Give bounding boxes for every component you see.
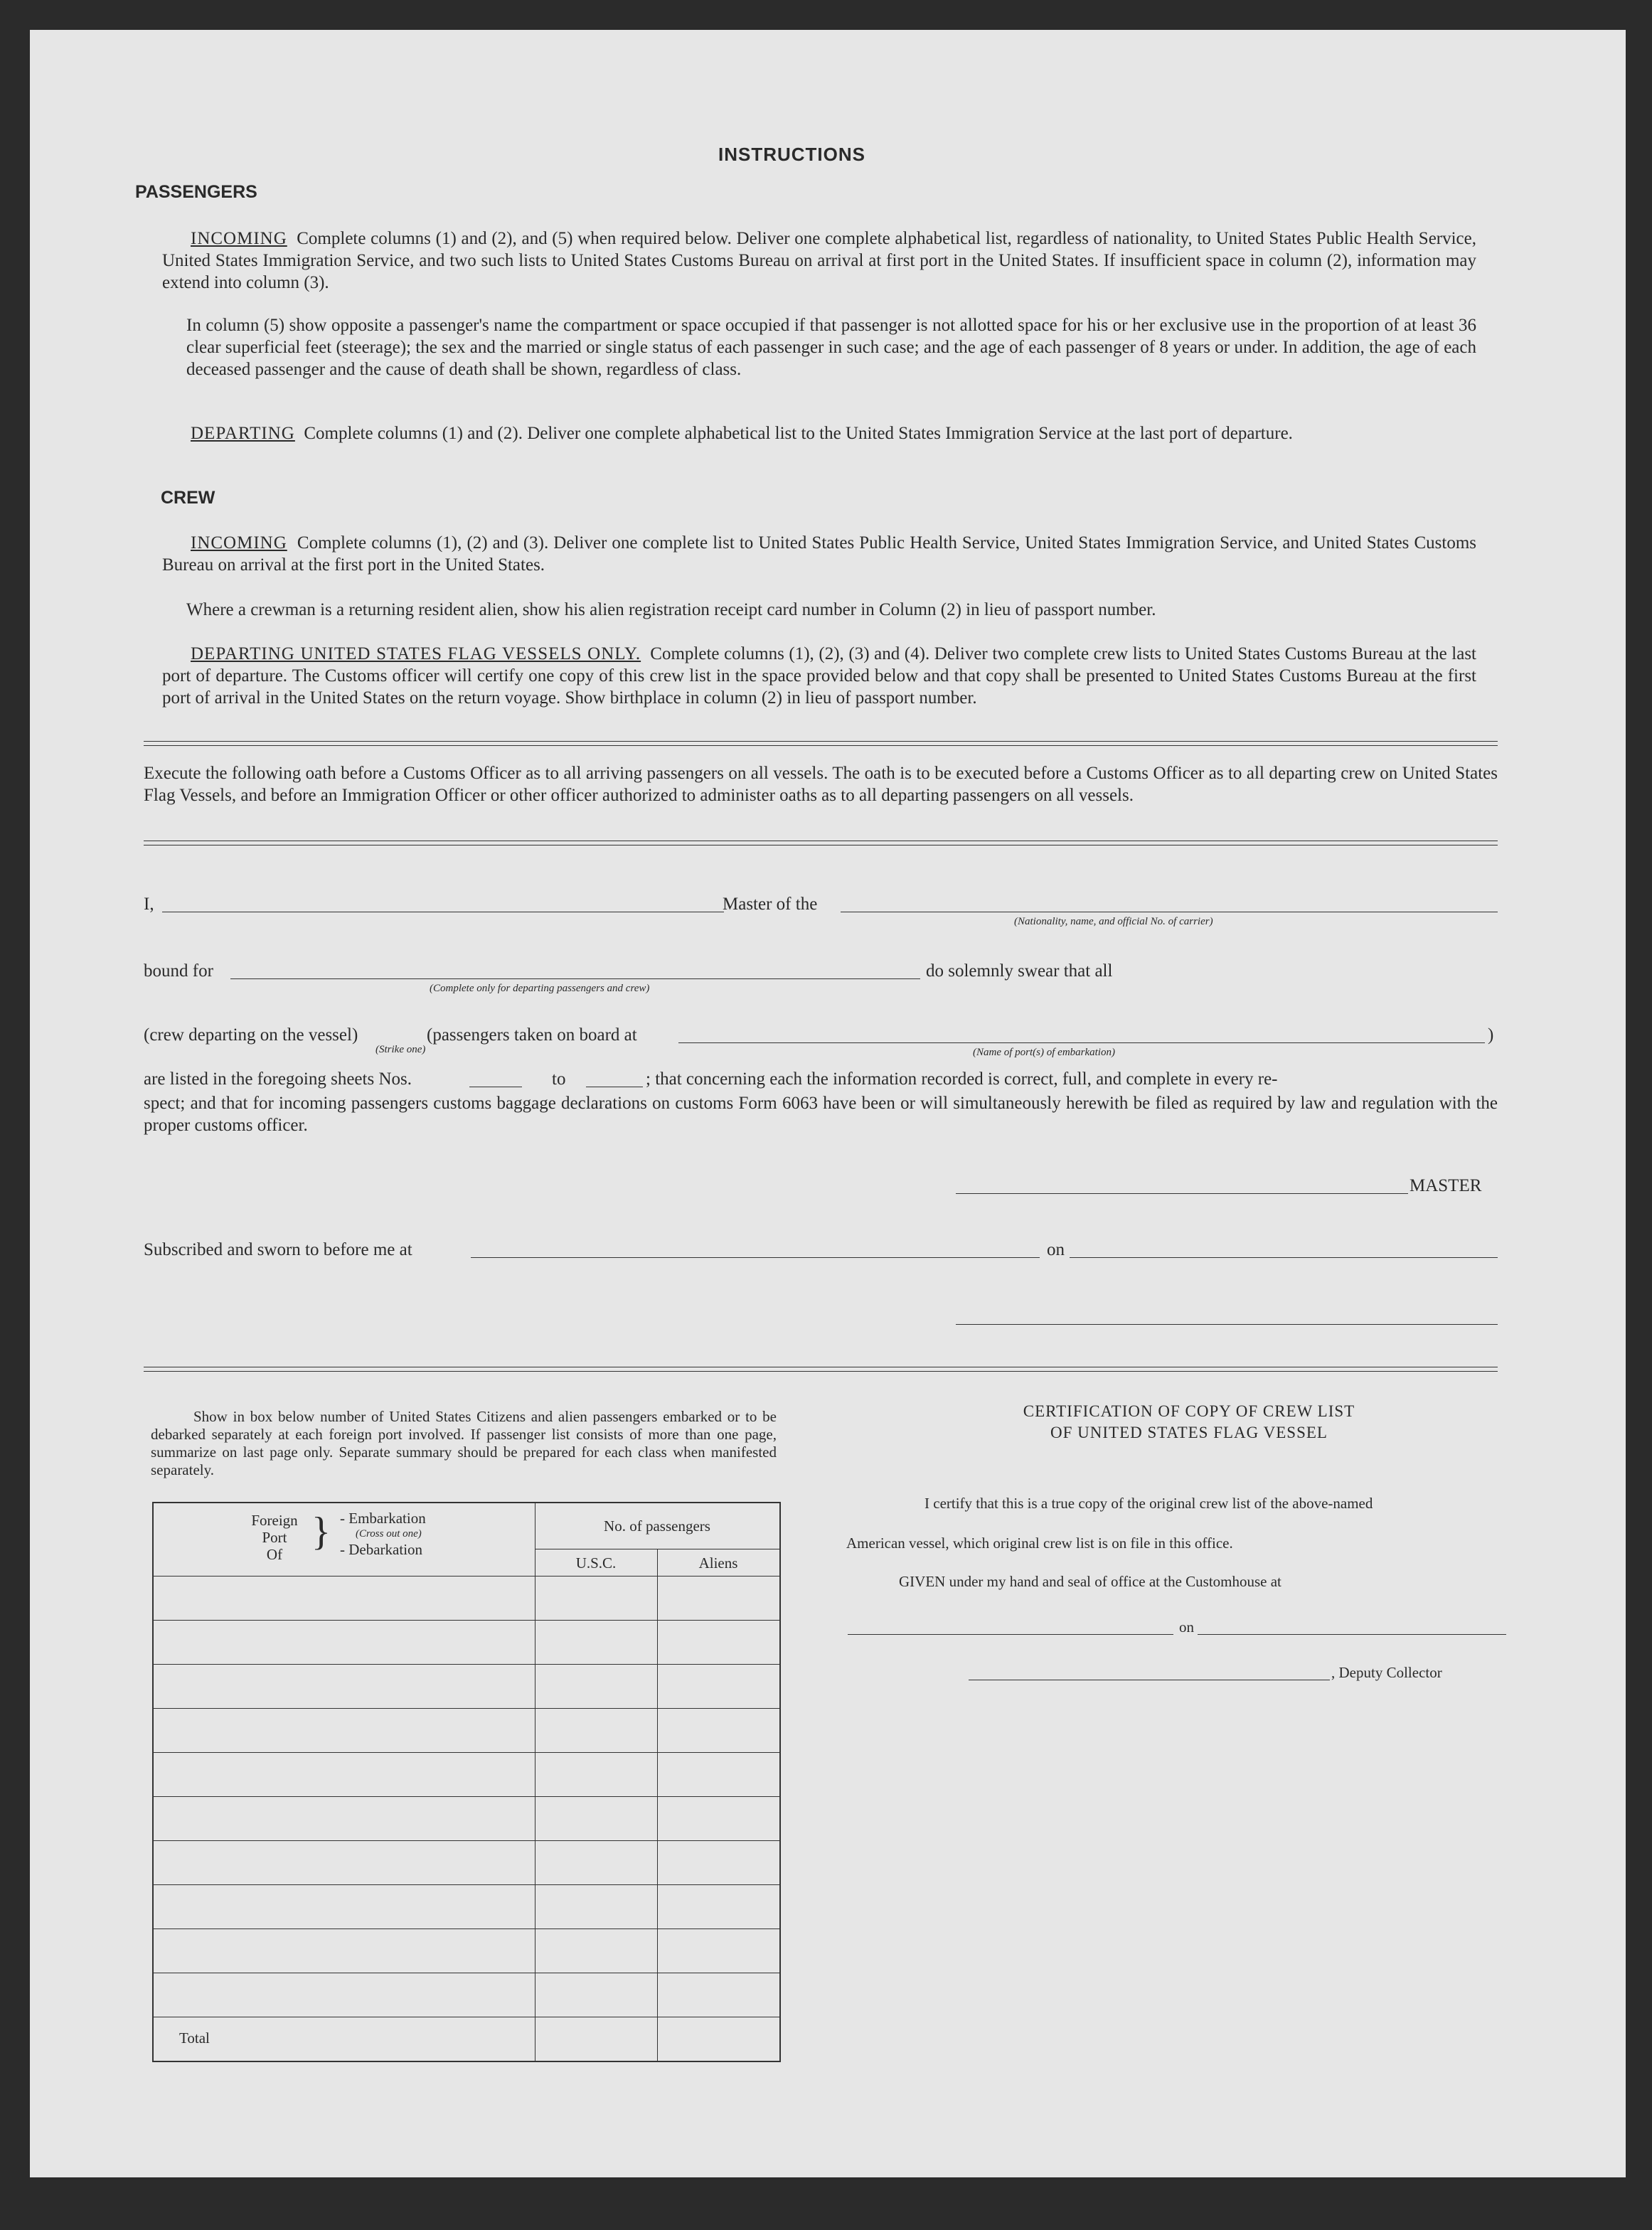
foreign-label: Foreign xyxy=(251,1512,298,1529)
nationality-caption: (Nationality, name, and official No. of carrier) xyxy=(1014,916,1213,927)
aliens-header: Aliens xyxy=(698,1554,738,1572)
embark-debark-options xyxy=(340,1510,426,1557)
certification-heading-line2: OF UNITED STATES FLAG VESSEL xyxy=(1050,1424,1328,1441)
table-row xyxy=(154,1620,779,1621)
table-row xyxy=(154,1884,779,1885)
certification-heading xyxy=(869,1401,1509,1444)
oath-i-label: I, xyxy=(144,895,154,914)
oath-intro-text: Execute the following oath before a Customs Officer as to all arriving passengers on all vessels. The oath is to be executed before a Customs Officer as to all departing crew on United States Flag Vessels, and before an Immigration Officer or other officer authorized to administer oaths as to all departing passengers on all vessels. xyxy=(144,764,1498,805)
passengers-incoming-label: INCOMING xyxy=(191,229,287,248)
master-label: MASTER xyxy=(1409,1176,1482,1195)
table-col-divider-2 xyxy=(657,1549,658,2061)
summary-instructions: Show in box below number of United States Citizens and alien passengers embarked or to be debarked separately at each foreign port involved. If passenger list consists of more than one page, summarize on last page only. Separate summary should be prepared for each class when manifested separately. xyxy=(151,1408,777,1478)
table-row xyxy=(154,1752,779,1753)
passengers-column5-text: In column (5) show opposite a passenger's name the compartment or space occupied if that passenger is not allotted space for his or her exclusive use in the proportion of at least 36 clear superficial feet (steerage); the sex and the married or single status of each passenger in such case; and the age of each passenger of 8 years or under. In addition, the age of each deceased passenger and the cause of death shall be shown, regardless of class. xyxy=(186,316,1476,379)
table-row xyxy=(154,1796,779,1797)
bound-for-field[interactable] xyxy=(230,978,920,979)
oath-divider xyxy=(144,841,1498,845)
passengers-incoming-text: Complete columns (1) and (2), and (5) when required below. Deliver one complete alphabetical list, regardless of nationality, to United States Public Health Service, United States Immigration Service, and two such lists to United States Customs Bureau on arrival at first port in the United States. If insufficient space in column (2), information may extend into column (3). xyxy=(162,229,1477,292)
officer-signature-field[interactable] xyxy=(956,1324,1498,1325)
oath-intro-paragraph xyxy=(144,762,1498,806)
ports-caption: (Name of port(s) of embarkation) xyxy=(973,1047,1115,1058)
sworn-date-field[interactable] xyxy=(1070,1257,1498,1258)
section-divider xyxy=(144,741,1498,746)
passengers-departing-paragraph xyxy=(162,422,1476,444)
table-header-line xyxy=(154,1576,779,1577)
close-paren: ) xyxy=(1488,1025,1494,1045)
crew-crewman-paragraph xyxy=(186,599,1476,621)
port-label: Port xyxy=(262,1529,287,1546)
debarkation-option: - Debarkation xyxy=(340,1541,423,1558)
complete-only-caption: (Complete only for departing passengers and crew) xyxy=(430,983,650,994)
crew-heading: CREW xyxy=(161,488,215,508)
crew-incoming-text: Complete columns (1), (2) and (3). Deliver one complete list to United States Public Health Service, United States Immigration Service, and United States Customs Bureau on arrival at the first port in the United States. xyxy=(162,533,1476,575)
table-row xyxy=(154,1708,779,1709)
crew-flag-paragraph xyxy=(162,643,1476,709)
american-vessel-text: American vessel, which original crew list is on file in this office. xyxy=(846,1535,1233,1552)
crew-flag-label: DEPARTING UNITED STATES FLAG VESSELS ONLY. xyxy=(191,644,641,663)
embarkation-port-field[interactable] xyxy=(678,1042,1485,1043)
table-row xyxy=(154,1928,779,1929)
master-signature-field[interactable] xyxy=(956,1193,1408,1194)
listed-text-rest: spect; and that for incoming passengers customs baggage declarations on customs Form 6063 have been or will simultaneously herewith be filed as required by law and regulation with the proper customs officer. xyxy=(144,1094,1498,1135)
cert-on-label: on xyxy=(1179,1618,1194,1636)
crew-incoming-label: INCOMING xyxy=(191,533,287,553)
of-label: Of xyxy=(266,1546,283,1563)
crew-crewman-text: Where a crewman is a returning resident alien, show his alien registration receipt card number in Column (2) in lieu of passport number. xyxy=(186,600,1156,619)
passengers-heading: PASSENGERS xyxy=(135,182,257,202)
strike-one-caption: (Strike one) xyxy=(375,1044,426,1055)
passengers-taken-option: (passengers taken on board at xyxy=(427,1025,637,1045)
page-title: INSTRUCTIONS xyxy=(718,144,865,165)
listed-text-b: ; that concerning each the information recorded is correct, full, and complete in every re- xyxy=(646,1069,1278,1089)
certification-heading-line1: CERTIFICATION OF COPY OF CREW LIST xyxy=(1023,1402,1355,1420)
lower-divider xyxy=(144,1367,1498,1372)
cross-out-caption: (Cross out one) xyxy=(356,1528,422,1540)
given-text: GIVEN under my hand and seal of office at the Customhouse at xyxy=(899,1573,1281,1590)
passengers-incoming-paragraph xyxy=(162,228,1476,294)
listed-to-label: to xyxy=(552,1069,566,1089)
customhouse-place-field[interactable] xyxy=(848,1634,1173,1635)
subscribed-label: Subscribed and sworn to before me at xyxy=(144,1240,412,1259)
table-row xyxy=(154,1840,779,1841)
foreign-port-header xyxy=(239,1512,310,1563)
usc-header: U.S.C. xyxy=(575,1554,617,1572)
table-row xyxy=(154,1664,779,1665)
crew-departing-option: (crew departing on the vessel) xyxy=(144,1025,358,1045)
sworn-place-field[interactable] xyxy=(471,1257,1040,1258)
crew-flag-text: Complete columns (1), (2), (3) and (4). Deliver two complete crew lists to United States Customs Bureau at the last port of departure. The Customs officer will certify one copy of this crew list in the space provided below and that copy shall be presented to United States Customs Bureau at the first port of arrival in the United States on the return voyage. Show birthplace in column (2) in lieu of passport number. xyxy=(162,644,1477,708)
passengers-departing-text: Complete columns (1) and (2). Deliver one complete alphabetical list to the United States Immigration Service at the last port of departure. xyxy=(304,424,1293,443)
no-passengers-header: No. of passengers xyxy=(604,1517,710,1535)
cert-date-field[interactable] xyxy=(1198,1634,1506,1635)
listed-text-a: are listed in the foregoing sheets Nos. xyxy=(144,1069,412,1089)
sworn-on-label: on xyxy=(1047,1240,1065,1259)
total-label: Total xyxy=(179,2029,210,2047)
certify-text: I certify that this is a true copy of the original crew list of the above-named xyxy=(924,1495,1373,1512)
solemnly-swear-label: do solemnly swear that all xyxy=(926,961,1113,981)
bound-for-label: bound for xyxy=(144,961,213,981)
passengers-departing-label: DEPARTING xyxy=(191,424,295,443)
embarkation-option: - Embarkation xyxy=(340,1510,426,1527)
passenger-summary-table xyxy=(152,1502,781,2062)
deputy-collector-label: , Deputy Collector xyxy=(1331,1664,1442,1681)
form-page xyxy=(30,30,1626,2177)
passengers-column5-paragraph xyxy=(186,314,1476,380)
crew-incoming-paragraph xyxy=(162,532,1476,576)
brace-icon: } xyxy=(311,1510,331,1554)
master-of-the-label: Master of the xyxy=(723,895,818,914)
